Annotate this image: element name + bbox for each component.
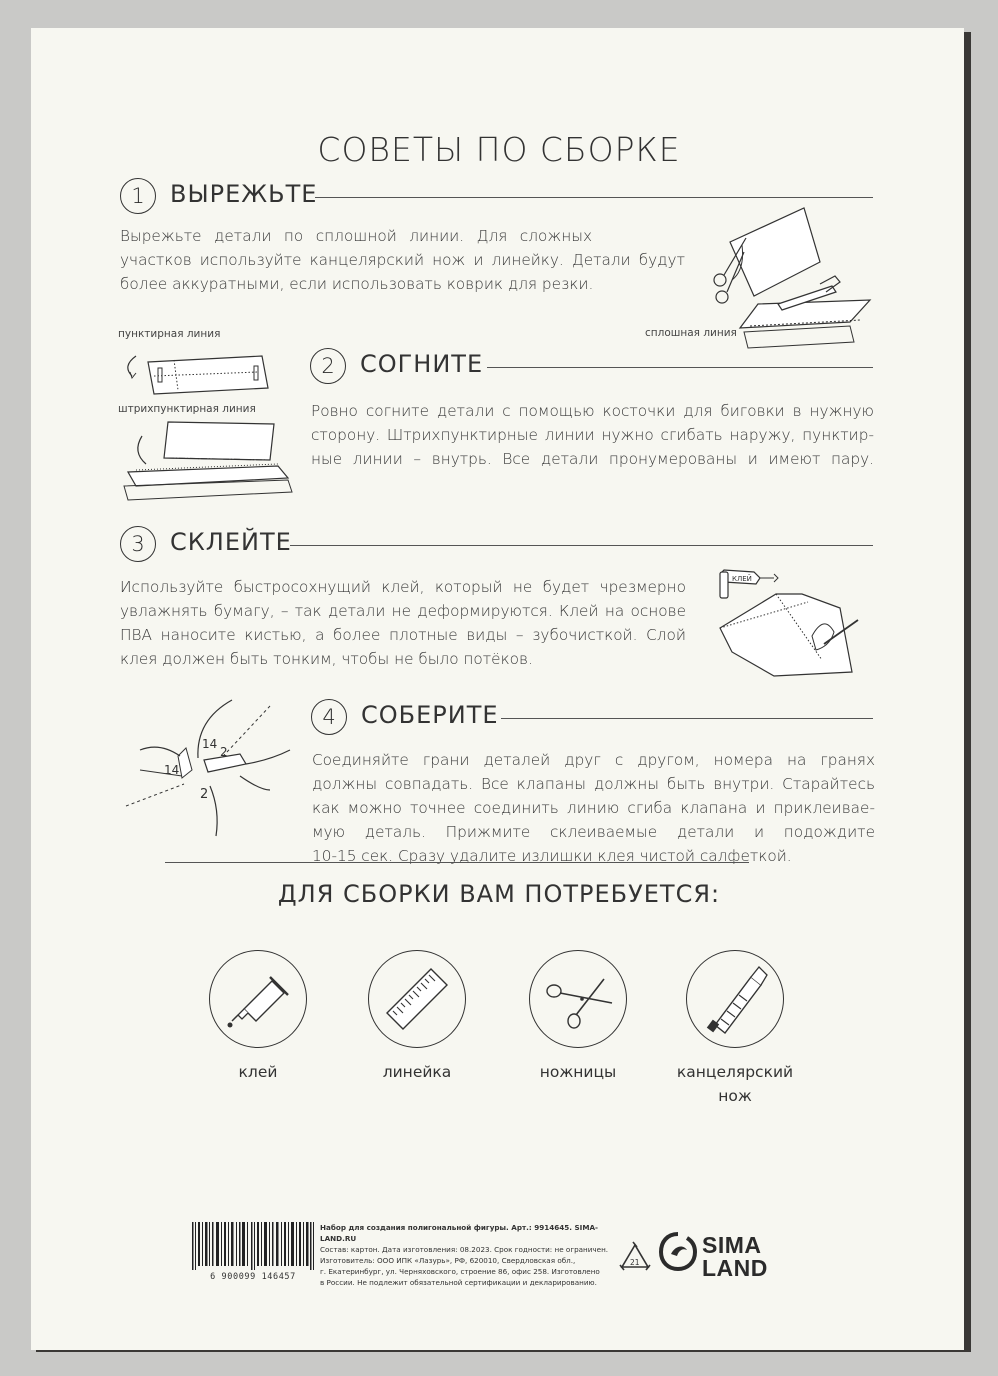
tool-label: клей <box>238 1063 278 1081</box>
tool-label: канцелярский нож <box>676 1063 794 1105</box>
step-title: СОБЕРИТЕ <box>361 701 499 729</box>
folding-illustration <box>118 342 298 507</box>
edge-number-2-bottom: 2 <box>200 787 209 802</box>
tools-divider <box>165 862 749 863</box>
divider <box>487 367 873 368</box>
divider <box>501 718 873 719</box>
step-number: 4 <box>311 699 347 735</box>
tool-label: ножницы <box>539 1063 617 1081</box>
product-info: Набор для создания полигональной фигуры. Арт.: 9914645. SIMA-LAND.RU Состав: картон. Дата изготовления: 08.2023. Срок годности: не ограничен. Изготовитель: ООО ИПК «Лазурь», РФ, 620010, Свердловская обл., г. Екатеринбург, ул. Черняховского, строение 86, офис 258. Изготовлено в России. Не подлежит обязательной сертификации и декларированию. <box>320 1223 609 1287</box>
edge-number-14-top: 14 <box>202 737 218 751</box>
assembling-illustration <box>120 690 310 840</box>
glue-tube-label: КЛЕЙ <box>732 575 752 583</box>
solid-line-label: сплошная линия <box>645 327 737 339</box>
step-number: 1 <box>120 178 156 214</box>
recycle-code: 21 <box>630 1258 640 1267</box>
sima-land-logo-icon <box>655 1228 701 1274</box>
step-number: 3 <box>120 526 156 562</box>
brand-logo-text: SIMA LAND <box>702 1232 768 1281</box>
edge-number-14-left: 14 <box>164 763 180 777</box>
divider <box>290 545 873 546</box>
scissors-icon <box>529 950 627 1048</box>
tool-label: линейка <box>382 1063 452 1081</box>
step-title: СКЛЕЙТЕ <box>170 528 292 556</box>
step-1-text: Вырежьте детали по сплошной линии. Для сложных участков используйте канцелярский нож и линейку. Детали будут более аккуратными, если использовать коврик для резки. <box>120 227 685 293</box>
ruler-icon <box>368 950 466 1048</box>
tool-utility-knife <box>665 950 805 1108</box>
step-3-text: Используйте быстросохнущий клей, который не будет чрезмерно увлажнять бумагу, – так детали не деформируются. Клей на основе ПВА наносите кистью, а более плотные виды – зубочисткой. Слой клея должен быть тонким, чтобы не было потёков. <box>120 578 686 668</box>
tool-scissors <box>508 950 648 1084</box>
step-4-header <box>311 699 873 739</box>
step-4-text: Соединяйте грани деталей друг с другом, номера на гранях должны совпадать. Все клапаны должны быть внутри. Старайтесь как можно точнее соединить линию сгиба клапана и приклеивае- мую деталь. Прижмите склеиваемые детали и подождите 10-15 сек. Сразу удалите излишки клея чистой салфеткой. <box>312 751 875 865</box>
barcode-number: 6 900099 146457 <box>210 1272 296 1282</box>
step-2-text: Ровно согните детали с помощью косточки для биговки в нужную сторону. Штрихпунктирные линии нужно сгибать наружу, пунктир- ные линии – внутрь. Все детали пронумерованы и имеют пару. <box>311 402 874 468</box>
tool-ruler <box>347 950 487 1084</box>
step-3-header <box>120 526 873 566</box>
step-title: ВЫРЕЖЬТЕ <box>170 180 318 208</box>
step-2-header <box>310 348 873 388</box>
dash-dot-line-label: штрихпунктирная линия <box>118 403 256 415</box>
glue-tube-icon <box>209 950 307 1048</box>
utility-knife-icon <box>686 950 784 1048</box>
tool-glue <box>188 950 328 1084</box>
page-title: СОВЕТЫ ПО СБОРКЕ <box>317 130 681 169</box>
step-number: 2 <box>310 348 346 384</box>
tools-title: ДЛЯ СБОРКИ ВАМ ПОТРЕБУЕТСЯ: <box>277 880 721 908</box>
edge-number-2-top: 2 <box>220 745 228 759</box>
gluing-illustration <box>712 564 872 684</box>
step-title: СОГНИТЕ <box>360 350 484 378</box>
barcode <box>190 1222 316 1270</box>
product-info-head: Набор для создания полигональной фигуры. Арт.: 9914645. SIMA-LAND.RU <box>320 1223 599 1243</box>
dotted-line-label: пунктирная линия <box>118 328 221 340</box>
divider <box>315 197 873 198</box>
